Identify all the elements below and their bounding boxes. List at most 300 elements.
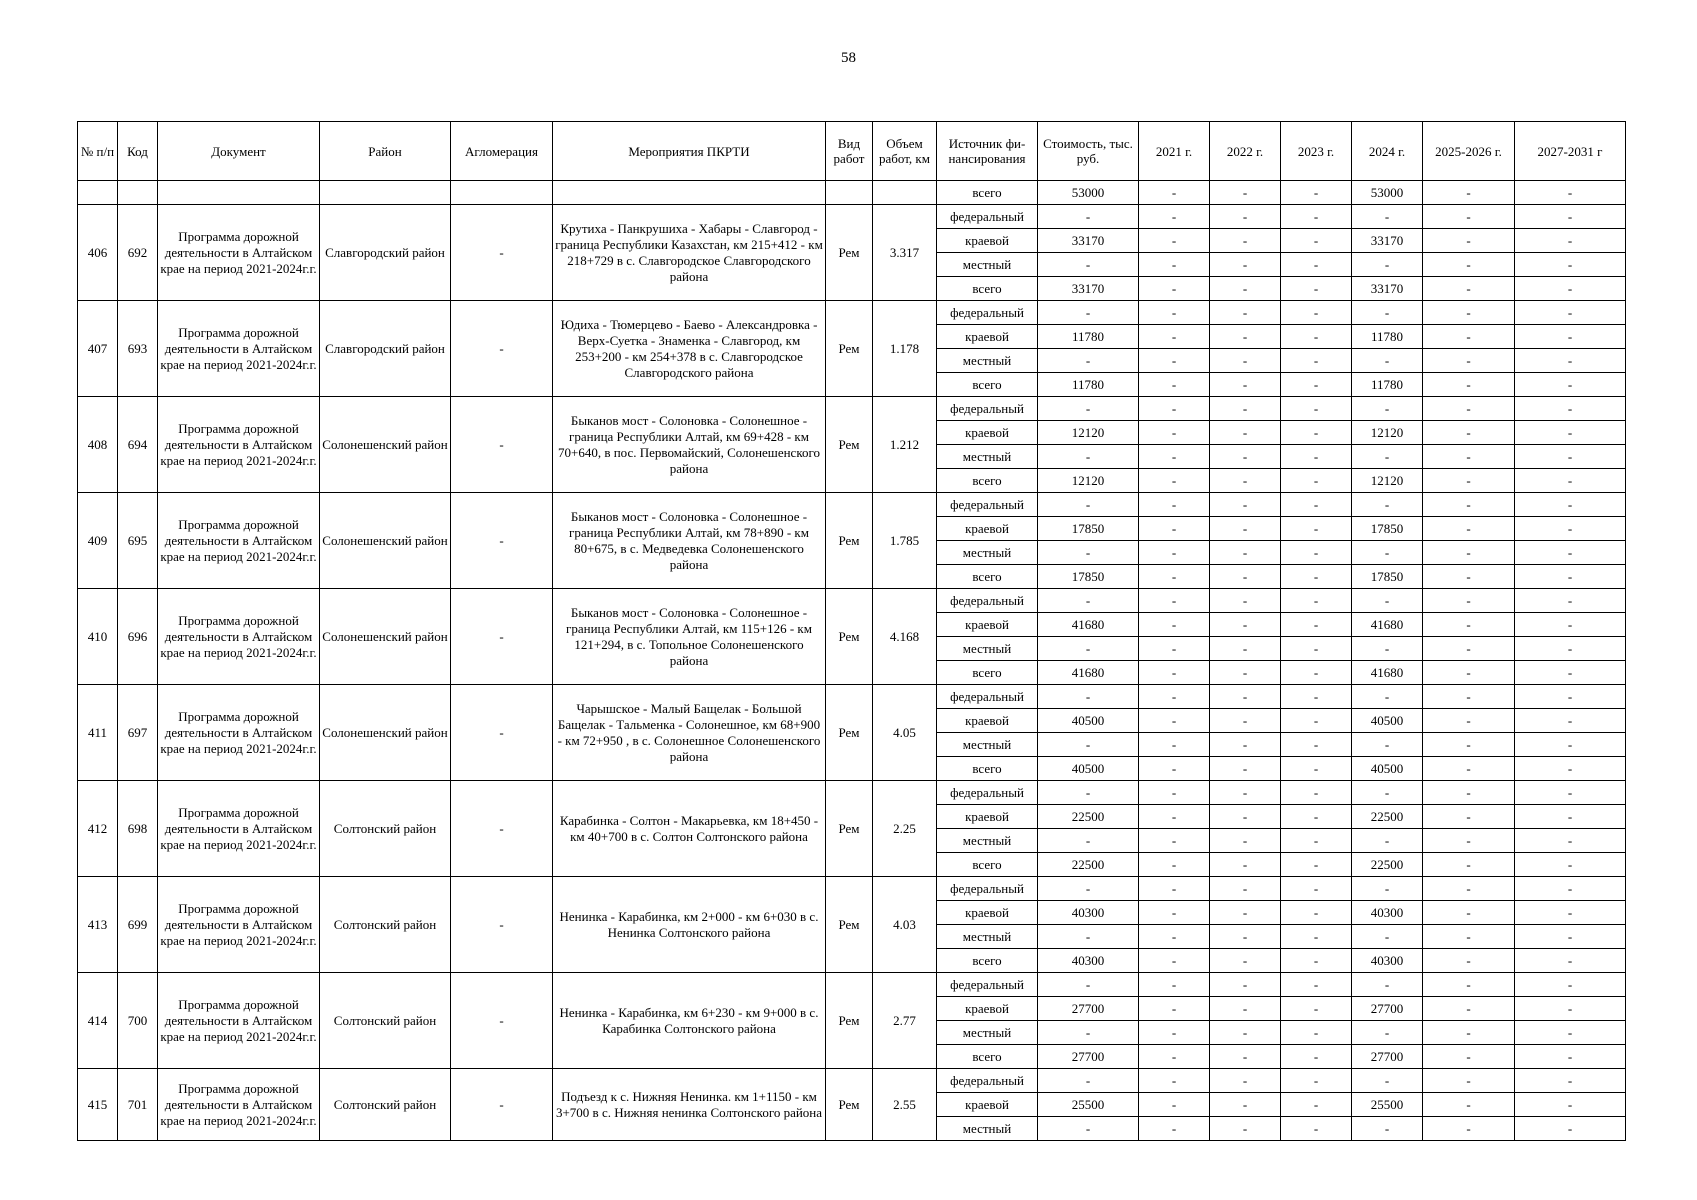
year-2023-cell: - [1281, 1093, 1352, 1117]
year-2024-cell: - [1352, 925, 1423, 949]
funding-source-cell: местный [937, 925, 1038, 949]
table-row [78, 493, 1626, 517]
year-2022-cell: - [1210, 205, 1281, 229]
year-2022-cell: - [1210, 925, 1281, 949]
district-cell: Солонешенский район [320, 397, 451, 493]
year-2027-2031-cell: - [1515, 1069, 1626, 1093]
cost-cell: 33170 [1038, 277, 1139, 301]
year-2027-2031-cell: - [1515, 469, 1626, 493]
year-2021-cell: - [1139, 421, 1210, 445]
header-cell: Источник фи-нансирования [937, 122, 1038, 181]
measure-cell: Юдиха - Тюмерцево - Баево - Александровка - Верх-Суетка - Знаменка - Славгород, км 253+200 - км 254+378 в с. Славгородское Славгородского района [553, 301, 826, 397]
year-2025-2026-cell: - [1423, 637, 1515, 661]
measure-cell: Карабинка - Солтон - Макарьевка, км 18+450 - км 40+700 в с. Солтон Солтонского района [553, 781, 826, 877]
table-row [78, 205, 1626, 229]
year-2021-cell: - [1139, 1021, 1210, 1045]
year-2025-2026-cell: - [1423, 1093, 1515, 1117]
header-cell: 2024 г. [1352, 122, 1423, 181]
measure-cell: Подъезд к с. Нижняя Ненинка. км 1+1150 - км 3+700 в с. Нижняя ненинка Солтонского района [553, 1069, 826, 1141]
year-2025-2026-cell: - [1423, 685, 1515, 709]
year-2021-cell: - [1139, 757, 1210, 781]
work-type-cell: Рем [826, 493, 873, 589]
year-2027-2031-cell: - [1515, 733, 1626, 757]
year-2027-2031-cell: - [1515, 277, 1626, 301]
funding-source-cell: всего [937, 949, 1038, 973]
year-2022-cell: - [1210, 541, 1281, 565]
year-2021-cell: - [1139, 349, 1210, 373]
funding-source-cell: краевой [937, 997, 1038, 1021]
cost-cell: - [1038, 349, 1139, 373]
year-2021-cell: - [1139, 229, 1210, 253]
year-2025-2026-cell: - [1423, 421, 1515, 445]
row-number-cell: 406 [78, 205, 118, 301]
year-2027-2031-cell: - [1515, 901, 1626, 925]
year-2023-cell: - [1281, 397, 1352, 421]
funding-source-cell: всего [937, 181, 1038, 205]
cost-cell: - [1038, 1117, 1139, 1141]
year-2021-cell: - [1139, 181, 1210, 205]
year-2024-cell: - [1352, 1117, 1423, 1141]
year-2021-cell: - [1139, 877, 1210, 901]
year-2022-cell: - [1210, 1117, 1281, 1141]
cost-cell: - [1038, 589, 1139, 613]
year-2021-cell: - [1139, 973, 1210, 997]
year-2025-2026-cell: - [1423, 613, 1515, 637]
volume-cell: 2.55 [873, 1069, 937, 1141]
year-2027-2031-cell: - [1515, 229, 1626, 253]
year-2025-2026-cell: - [1423, 565, 1515, 589]
year-2025-2026-cell: - [1423, 733, 1515, 757]
cost-cell: 25500 [1038, 1093, 1139, 1117]
document-cell: Программа дорожной деятельности в Алтайском крае на период 2021-2024г.г. [158, 493, 320, 589]
measure-cell: Быканов мост - Солоновка - Солонешное - граница Республики Алтай, км 69+428 - км 70+640, в пос. Первомайский, Солонешенского района [553, 397, 826, 493]
cost-cell: 27700 [1038, 1045, 1139, 1069]
year-2025-2026-cell: - [1423, 1069, 1515, 1093]
row-number-cell: 413 [78, 877, 118, 973]
work-type-cell: Рем [826, 397, 873, 493]
year-2025-2026-cell: - [1423, 1045, 1515, 1069]
year-2021-cell: - [1139, 925, 1210, 949]
year-2024-cell: 12120 [1352, 469, 1423, 493]
year-2023-cell: - [1281, 781, 1352, 805]
header-cell: № п/п [78, 122, 118, 181]
volume-cell: 3.317 [873, 205, 937, 301]
header-row [78, 122, 1626, 181]
year-2024-cell: - [1352, 253, 1423, 277]
year-2027-2031-cell: - [1515, 709, 1626, 733]
year-2027-2031-cell: - [1515, 949, 1626, 973]
year-2027-2031-cell: - [1515, 301, 1626, 325]
year-2022-cell: - [1210, 853, 1281, 877]
cost-cell: 40500 [1038, 709, 1139, 733]
cost-cell: - [1038, 829, 1139, 853]
year-2025-2026-cell: - [1423, 205, 1515, 229]
year-2022-cell: - [1210, 1021, 1281, 1045]
funding-source-cell: краевой [937, 1093, 1038, 1117]
year-2024-cell: 17850 [1352, 517, 1423, 541]
work-type-cell: Рем [826, 973, 873, 1069]
year-2027-2031-cell: - [1515, 565, 1626, 589]
year-2023-cell: - [1281, 205, 1352, 229]
year-2022-cell: - [1210, 517, 1281, 541]
year-2023-cell: - [1281, 349, 1352, 373]
header-cell: Район [320, 122, 451, 181]
year-2023-cell: - [1281, 301, 1352, 325]
year-2027-2031-cell: - [1515, 997, 1626, 1021]
year-2022-cell: - [1210, 613, 1281, 637]
funding-source-cell: местный [937, 733, 1038, 757]
year-2025-2026-cell: - [1423, 829, 1515, 853]
measure-cell: Крутиха - Панкрушиха - Хабары - Славгород - граница Республики Казахстан, км 215+412 - км 218+729 в с. Славгородское Славгородского района [553, 205, 826, 301]
empty-cell [873, 181, 937, 205]
year-2021-cell: - [1139, 301, 1210, 325]
header-cell: Код [118, 122, 158, 181]
year-2021-cell: - [1139, 205, 1210, 229]
measure-cell: Быканов мост - Солоновка - Солонешное - граница Республики Алтай, км 115+126 - км 121+294, в с. Топольное Солонешенского района [553, 589, 826, 685]
code-cell: 699 [118, 877, 158, 973]
agglomeration-cell: - [451, 397, 553, 493]
year-2024-cell: - [1352, 973, 1423, 997]
year-2021-cell: - [1139, 1069, 1210, 1093]
year-2021-cell: - [1139, 253, 1210, 277]
year-2022-cell: - [1210, 709, 1281, 733]
year-2024-cell: 41680 [1352, 661, 1423, 685]
row-number-cell: 407 [78, 301, 118, 397]
cost-cell: - [1038, 637, 1139, 661]
document-cell: Программа дорожной деятельности в Алтайском крае на период 2021-2024г.г. [158, 205, 320, 301]
year-2027-2031-cell: - [1515, 253, 1626, 277]
measure-cell: Быканов мост - Солоновка - Солонешное - граница Республики Алтай, км 78+890 - км 80+675, в с. Медведевка Солонешенского района [553, 493, 826, 589]
year-2023-cell: - [1281, 565, 1352, 589]
header-cell: 2022 г. [1210, 122, 1281, 181]
year-2022-cell: - [1210, 829, 1281, 853]
year-2027-2031-cell: - [1515, 181, 1626, 205]
year-2022-cell: - [1210, 661, 1281, 685]
year-2025-2026-cell: - [1423, 397, 1515, 421]
year-2023-cell: - [1281, 877, 1352, 901]
funding-source-cell: федеральный [937, 397, 1038, 421]
cost-cell: 22500 [1038, 805, 1139, 829]
year-2023-cell: - [1281, 517, 1352, 541]
year-2021-cell: - [1139, 517, 1210, 541]
funding-source-cell: всего [937, 277, 1038, 301]
year-2021-cell: - [1139, 325, 1210, 349]
funding-source-cell: всего [937, 853, 1038, 877]
year-2025-2026-cell: - [1423, 877, 1515, 901]
year-2023-cell: - [1281, 733, 1352, 757]
year-2024-cell: 40300 [1352, 901, 1423, 925]
year-2021-cell: - [1139, 709, 1210, 733]
code-cell: 696 [118, 589, 158, 685]
year-2027-2031-cell: - [1515, 205, 1626, 229]
year-2025-2026-cell: - [1423, 229, 1515, 253]
table-row [78, 973, 1626, 997]
year-2024-cell: 40500 [1352, 757, 1423, 781]
row-number-cell: 414 [78, 973, 118, 1069]
year-2022-cell: - [1210, 565, 1281, 589]
year-2025-2026-cell: - [1423, 1021, 1515, 1045]
empty-cell [553, 181, 826, 205]
year-2021-cell: - [1139, 445, 1210, 469]
year-2024-cell: 41680 [1352, 613, 1423, 637]
year-2025-2026-cell: - [1423, 181, 1515, 205]
funding-source-cell: краевой [937, 517, 1038, 541]
year-2022-cell: - [1210, 277, 1281, 301]
year-2023-cell: - [1281, 805, 1352, 829]
empty-cell [826, 181, 873, 205]
year-2021-cell: - [1139, 493, 1210, 517]
year-2023-cell: - [1281, 853, 1352, 877]
agglomeration-cell: - [451, 973, 553, 1069]
cost-cell: 17850 [1038, 517, 1139, 541]
header-cell: Вид работ [826, 122, 873, 181]
year-2024-cell: - [1352, 493, 1423, 517]
funding-source-cell: всего [937, 661, 1038, 685]
year-2022-cell: - [1210, 325, 1281, 349]
year-2024-cell: 27700 [1352, 1045, 1423, 1069]
year-2025-2026-cell: - [1423, 445, 1515, 469]
funding-source-cell: местный [937, 829, 1038, 853]
cost-cell: 41680 [1038, 613, 1139, 637]
cost-cell: 11780 [1038, 325, 1139, 349]
year-2024-cell: - [1352, 829, 1423, 853]
cost-cell: - [1038, 1021, 1139, 1045]
year-2021-cell: - [1139, 997, 1210, 1021]
year-2021-cell: - [1139, 1045, 1210, 1069]
year-2025-2026-cell: - [1423, 757, 1515, 781]
year-2021-cell: - [1139, 1093, 1210, 1117]
year-2023-cell: - [1281, 973, 1352, 997]
row-number-cell: 408 [78, 397, 118, 493]
year-2024-cell: - [1352, 301, 1423, 325]
district-cell: Солтонский район [320, 1069, 451, 1141]
funding-source-cell: всего [937, 565, 1038, 589]
year-2023-cell: - [1281, 1117, 1352, 1141]
year-2025-2026-cell: - [1423, 493, 1515, 517]
year-2023-cell: - [1281, 325, 1352, 349]
agglomeration-cell: - [451, 493, 553, 589]
cost-cell: 33170 [1038, 229, 1139, 253]
year-2023-cell: - [1281, 949, 1352, 973]
year-2024-cell: - [1352, 1069, 1423, 1093]
cost-cell: - [1038, 301, 1139, 325]
volume-cell: 1.178 [873, 301, 937, 397]
year-2022-cell: - [1210, 877, 1281, 901]
year-2023-cell: - [1281, 1021, 1352, 1045]
cost-cell: - [1038, 973, 1139, 997]
cost-cell: 53000 [1038, 181, 1139, 205]
agglomeration-cell: - [451, 301, 553, 397]
year-2022-cell: - [1210, 1069, 1281, 1093]
cost-cell: - [1038, 205, 1139, 229]
year-2022-cell: - [1210, 253, 1281, 277]
year-2025-2026-cell: - [1423, 901, 1515, 925]
year-2023-cell: - [1281, 1069, 1352, 1093]
header-cell: 2027-2031 г [1515, 122, 1626, 181]
year-2027-2031-cell: - [1515, 877, 1626, 901]
code-cell: 697 [118, 685, 158, 781]
year-2027-2031-cell: - [1515, 397, 1626, 421]
work-type-cell: Рем [826, 589, 873, 685]
district-cell: Солтонский район [320, 877, 451, 973]
year-2021-cell: - [1139, 685, 1210, 709]
year-2027-2031-cell: - [1515, 613, 1626, 637]
year-2023-cell: - [1281, 229, 1352, 253]
empty-cell [158, 181, 320, 205]
year-2025-2026-cell: - [1423, 589, 1515, 613]
code-cell: 695 [118, 493, 158, 589]
year-2025-2026-cell: - [1423, 541, 1515, 565]
year-2022-cell: - [1210, 997, 1281, 1021]
funding-source-cell: краевой [937, 805, 1038, 829]
row-number-cell: 410 [78, 589, 118, 685]
year-2024-cell: - [1352, 637, 1423, 661]
funding-source-cell: федеральный [937, 1069, 1038, 1093]
cost-cell: 41680 [1038, 661, 1139, 685]
year-2025-2026-cell: - [1423, 949, 1515, 973]
funding-source-cell: местный [937, 1021, 1038, 1045]
year-2024-cell: - [1352, 205, 1423, 229]
year-2023-cell: - [1281, 685, 1352, 709]
year-2027-2031-cell: - [1515, 781, 1626, 805]
volume-cell: 4.03 [873, 877, 937, 973]
year-2024-cell: - [1352, 349, 1423, 373]
row-number-cell: 411 [78, 685, 118, 781]
year-2025-2026-cell: - [1423, 853, 1515, 877]
work-type-cell: Рем [826, 205, 873, 301]
year-2027-2031-cell: - [1515, 421, 1626, 445]
year-2023-cell: - [1281, 661, 1352, 685]
funding-source-cell: краевой [937, 325, 1038, 349]
year-2024-cell: 27700 [1352, 997, 1423, 1021]
funding-source-cell: всего [937, 373, 1038, 397]
funding-source-cell: местный [937, 253, 1038, 277]
cost-cell: - [1038, 925, 1139, 949]
year-2024-cell: 11780 [1352, 373, 1423, 397]
year-2025-2026-cell: - [1423, 805, 1515, 829]
work-type-cell: Рем [826, 685, 873, 781]
measure-cell: Ненинка - Карабинка, км 6+230 - км 9+000 в с. Карабинка Солтонского района [553, 973, 826, 1069]
year-2025-2026-cell: - [1423, 1117, 1515, 1141]
district-cell: Славгородский район [320, 205, 451, 301]
year-2022-cell: - [1210, 421, 1281, 445]
year-2021-cell: - [1139, 949, 1210, 973]
cost-cell: - [1038, 541, 1139, 565]
funding-source-cell: местный [937, 349, 1038, 373]
cost-cell: - [1038, 781, 1139, 805]
year-2024-cell: - [1352, 877, 1423, 901]
year-2021-cell: - [1139, 541, 1210, 565]
funding-source-cell: федеральный [937, 205, 1038, 229]
year-2022-cell: - [1210, 373, 1281, 397]
table-row [78, 589, 1626, 613]
year-2024-cell: - [1352, 445, 1423, 469]
document-cell: Программа дорожной деятельности в Алтайском крае на период 2021-2024г.г. [158, 589, 320, 685]
roads-program-table [77, 121, 1626, 1141]
year-2024-cell: - [1352, 781, 1423, 805]
cost-cell: - [1038, 445, 1139, 469]
year-2023-cell: - [1281, 1045, 1352, 1069]
document-cell: Программа дорожной деятельности в Алтайском крае на период 2021-2024г.г. [158, 397, 320, 493]
year-2021-cell: - [1139, 901, 1210, 925]
cost-cell: 12120 [1038, 421, 1139, 445]
code-cell: 701 [118, 1069, 158, 1141]
agglomeration-cell: - [451, 685, 553, 781]
year-2021-cell: - [1139, 733, 1210, 757]
year-2023-cell: - [1281, 493, 1352, 517]
measure-cell: Чарышское - Малый Бащелак - Большой Бащелак - Тальменка - Солонешное, км 68+900 - км 72+950 , в с. Солонешное Солонешенского района [553, 685, 826, 781]
work-type-cell: Рем [826, 1069, 873, 1141]
year-2027-2031-cell: - [1515, 517, 1626, 541]
year-2027-2031-cell: - [1515, 349, 1626, 373]
year-2023-cell: - [1281, 253, 1352, 277]
year-2027-2031-cell: - [1515, 805, 1626, 829]
year-2023-cell: - [1281, 709, 1352, 733]
year-2027-2031-cell: - [1515, 973, 1626, 997]
volume-cell: 4.168 [873, 589, 937, 685]
year-2021-cell: - [1139, 781, 1210, 805]
year-2024-cell: 22500 [1352, 805, 1423, 829]
volume-cell: 2.77 [873, 973, 937, 1069]
year-2024-cell: - [1352, 589, 1423, 613]
header-cell: Стоимость, тыс. руб. [1038, 122, 1139, 181]
district-cell: Солонешенский район [320, 685, 451, 781]
year-2022-cell: - [1210, 901, 1281, 925]
year-2023-cell: - [1281, 373, 1352, 397]
year-2022-cell: - [1210, 781, 1281, 805]
year-2027-2031-cell: - [1515, 1093, 1626, 1117]
work-type-cell: Рем [826, 877, 873, 973]
agglomeration-cell: - [451, 589, 553, 685]
funding-source-cell: федеральный [937, 493, 1038, 517]
year-2022-cell: - [1210, 469, 1281, 493]
year-2025-2026-cell: - [1423, 997, 1515, 1021]
year-2023-cell: - [1281, 181, 1352, 205]
year-2021-cell: - [1139, 853, 1210, 877]
document-cell: Программа дорожной деятельности в Алтайском крае на период 2021-2024г.г. [158, 685, 320, 781]
year-2027-2031-cell: - [1515, 853, 1626, 877]
year-2023-cell: - [1281, 277, 1352, 301]
year-2025-2026-cell: - [1423, 301, 1515, 325]
year-2024-cell: 33170 [1352, 229, 1423, 253]
year-2023-cell: - [1281, 445, 1352, 469]
district-cell: Солонешенский район [320, 493, 451, 589]
year-2025-2026-cell: - [1423, 925, 1515, 949]
code-cell: 693 [118, 301, 158, 397]
year-2022-cell: - [1210, 445, 1281, 469]
year-2022-cell: - [1210, 301, 1281, 325]
header-cell: 2025-2026 г. [1423, 122, 1515, 181]
year-2023-cell: - [1281, 589, 1352, 613]
funding-source-cell: федеральный [937, 685, 1038, 709]
code-cell: 698 [118, 781, 158, 877]
agglomeration-cell: - [451, 877, 553, 973]
funding-source-cell: местный [937, 1117, 1038, 1141]
year-2025-2026-cell: - [1423, 373, 1515, 397]
year-2022-cell: - [1210, 685, 1281, 709]
district-cell: Солтонский район [320, 973, 451, 1069]
funding-source-cell: федеральный [937, 973, 1038, 997]
year-2022-cell: - [1210, 229, 1281, 253]
year-2024-cell: - [1352, 397, 1423, 421]
year-2027-2031-cell: - [1515, 685, 1626, 709]
year-2027-2031-cell: - [1515, 493, 1626, 517]
row-number-cell: 409 [78, 493, 118, 589]
cost-cell: 40300 [1038, 949, 1139, 973]
year-2022-cell: - [1210, 757, 1281, 781]
table-row [78, 685, 1626, 709]
year-2027-2031-cell: - [1515, 589, 1626, 613]
